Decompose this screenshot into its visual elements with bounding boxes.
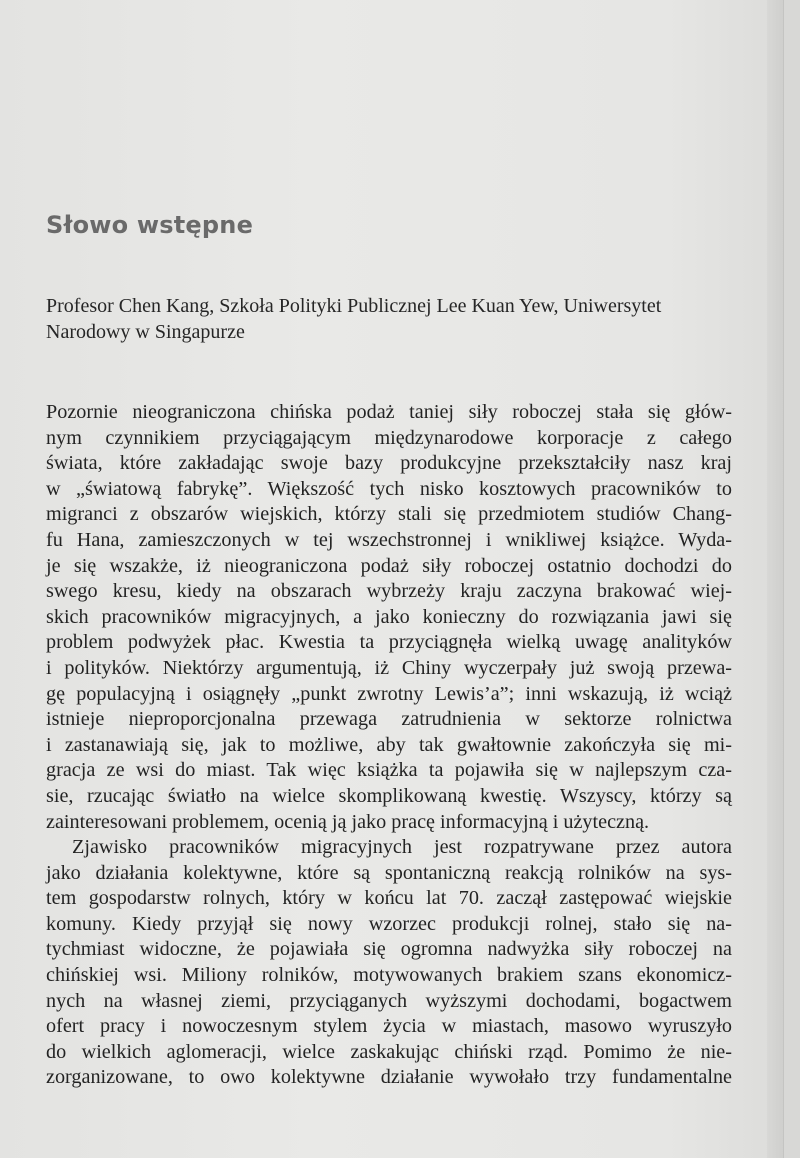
text-line: tem gospodarstw rolnych, który w końcu lat 70. zaczął zastępować wiejskie [46, 887, 732, 910]
text-line: sie, rzucając światło na wielce skomplikowaną kwestię. Wszyscy, którzy są [46, 784, 732, 807]
text-line: istnieje nieproporcjonalna przewaga zatrudnienia w sektorze rolnictwa [46, 708, 732, 731]
text-line: ofert pracy i nowoczesnym stylem życia w miastach, masowo wyruszyło [46, 1015, 732, 1038]
text-line: gę populacyjną i osiągnęły „punkt zwrotny Lewis’a”; inni wskazują, iż wciąż [46, 682, 732, 705]
body-text [46, 400, 732, 1091]
text-line: jako działania kolektywne, które są spontaniczną reakcją rolników na sys- [46, 861, 732, 884]
chapter-heading: Słowo wstępne [46, 211, 254, 239]
text-line: i zastanawiają się, jak to możliwe, aby tak gwałtownie zakończyła się mi- [46, 733, 732, 756]
page-edge-shadow [767, 0, 783, 1158]
text-line: problem podwyżek płac. Kwestia ta przyciągnęła wielką uwagę analityków [46, 631, 732, 654]
text-line: zainteresowani problemem, ocenią ją jako pracę informacyjną i użyteczną. [46, 810, 650, 833]
text-line: świata, które zakładając swoje bazy produkcyjne przekształciły nasz kraj [46, 452, 732, 475]
text-line: swego kresu, kiedy na obszarach wybrzeży kraju zaczyna brakować wiej- [46, 580, 732, 603]
text-line: gracja ze wsi do miast. Tak więc książka ta pojawiła się w najlepszym cza- [46, 759, 732, 782]
text-line: do wielkich aglomeracji, wielce zaskakując chiński rząd. Pomimo że nie- [46, 1040, 732, 1063]
text-line: je się wszakże, iż nieograniczona podaż siły roboczej ostatnio dochodzi do [46, 554, 732, 577]
text-line: i polityków. Niektórzy argumentują, iż Chiny wyczerpały już swoją przewa- [46, 656, 732, 679]
text-line: nym czynnikiem przyciągającym międzynarodowe korporacje z całego [46, 426, 732, 449]
author-affiliation: Profesor Chen Kang, Szkoła Polityki Publicznej Lee Kuan Yew, Uniwersytet Narodowy w Singapurze [46, 295, 662, 343]
text-line: w „światową fabrykę”. Większość tych nisko kosztowych pracowników to [46, 477, 732, 500]
text-line: Pozornie nieograniczona chińska podaż taniej siły roboczej stała się głów- [46, 401, 732, 423]
text-line: chińskiej wsi. Miliony rolników, motywowanych brakiem szans ekonomicz- [46, 964, 732, 987]
text-line: skich pracowników migracyjnych, a jako konieczny do rozwiązania jawi się [46, 605, 732, 628]
text-line: fu Hana, zamieszczonych w tej wszechstronnej i wnikliwej książce. Wyda- [46, 528, 732, 551]
text-line: komuny. Kiedy przyjął się nowy wzorzec produkcji rolnej, stało się na- [46, 912, 732, 935]
text-line: migranci z obszarów wiejskich, którzy stali się przedmiotem studiów Chang- [46, 503, 732, 526]
text-line: zorganizowane, to owo kolektywne działanie wywołało trzy fundamentalne [46, 1066, 732, 1089]
text-line: tychmiast widoczne, że pojawiała się ogromna nadwyżka siły roboczej na [46, 938, 732, 961]
text-line: Zjawisko pracowników migracyjnych jest rozpatrywane przez autora [72, 836, 732, 859]
text-line: nych na własnej ziemi, przyciąganych wyższymi dochodami, bogactwem [46, 989, 732, 1012]
